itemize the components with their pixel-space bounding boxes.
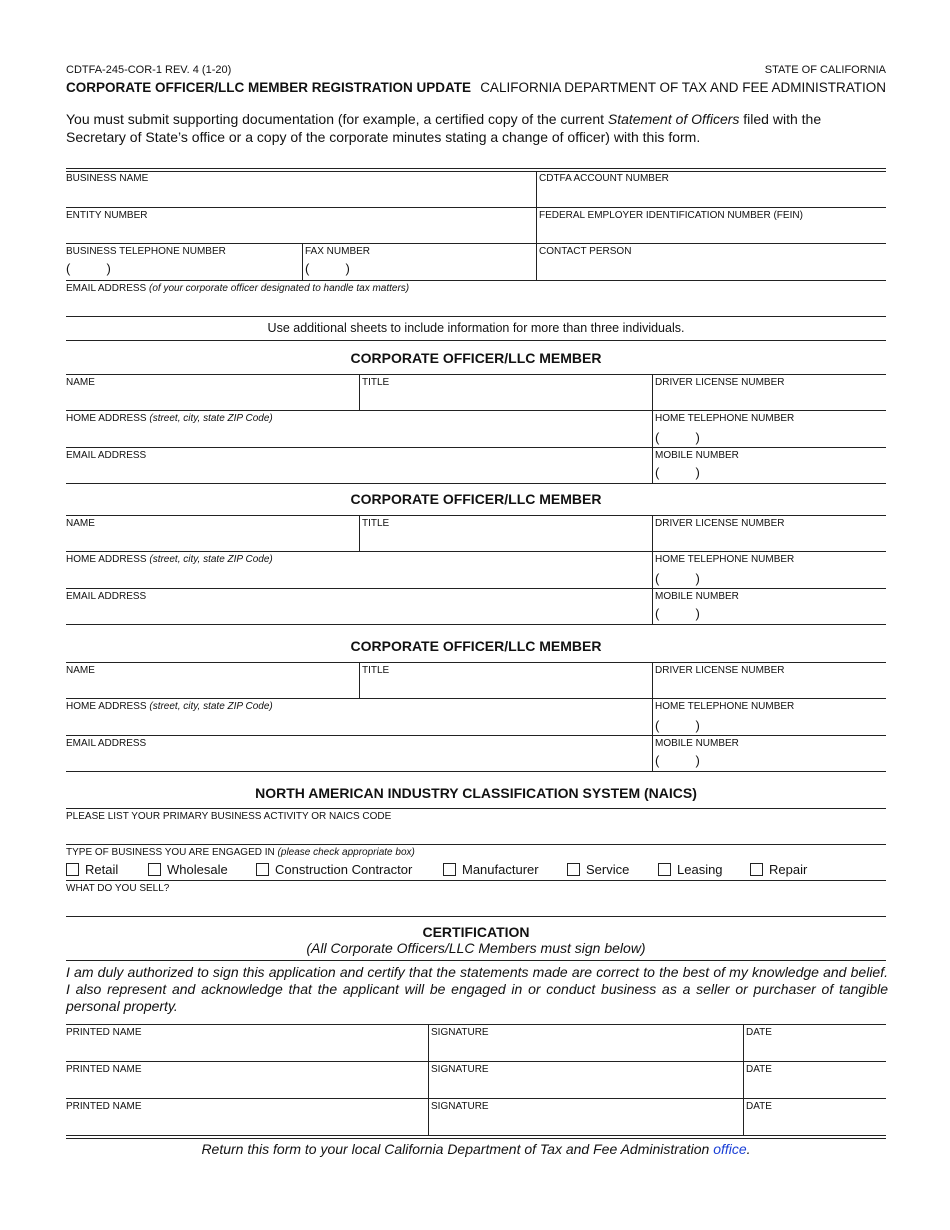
field-label: PRINTED NAME <box>66 1064 142 1075</box>
state-label: STATE OF CALIFORNIA <box>764 64 886 76</box>
officer-2-mobile-field[interactable] <box>653 589 886 624</box>
field-label: HOME ADDRESS (street, city, state ZIP Code) <box>66 701 273 712</box>
divider <box>66 1135 886 1136</box>
field-label: HOME ADDRESS (street, city, state ZIP Code) <box>66 554 273 565</box>
checkbox-box[interactable] <box>658 863 671 876</box>
officer-1-email-field[interactable] <box>66 448 652 483</box>
field-label: MOBILE NUMBER <box>655 450 739 461</box>
field-label: EMAIL ADDRESS <box>66 450 147 461</box>
field-label: TITLE <box>362 377 390 388</box>
entity-number-field[interactable] <box>66 208 536 243</box>
checkbox-construction-contractor[interactable] <box>256 862 412 877</box>
divider <box>428 1024 429 1061</box>
divider <box>536 171 537 280</box>
officer-2-home-address-field[interactable] <box>66 552 652 588</box>
footer-note: Return this form to your local California Department of Tax and Fee Administration office. <box>201 1141 751 1157</box>
field-label: NAME <box>66 377 95 388</box>
divider <box>66 624 886 625</box>
divider <box>428 1061 429 1098</box>
officer-2-driver-license-field[interactable] <box>653 516 886 551</box>
field-label: PRINTED NAME <box>66 1027 142 1038</box>
field-label: SIGNATURE <box>431 1101 489 1112</box>
checkbox-box[interactable] <box>66 863 79 876</box>
business-telephone-field[interactable] <box>66 244 302 280</box>
checkbox-service[interactable] <box>567 862 629 877</box>
phone-parens: ( ) <box>655 571 700 586</box>
certification-subtitle: (All Corporate Officers/LLC Members must sign below) <box>306 940 646 956</box>
what-do-you-sell-field[interactable] <box>66 881 886 916</box>
field-label: NAME <box>66 665 95 676</box>
naics-title: NORTH AMERICAN INDUSTRY CLASSIFICATION SYSTEM (NAICS) <box>255 785 697 801</box>
additional-sheets-note: Use additional sheets to include information for more than three individuals. <box>267 321 685 335</box>
field-label: BUSINESS TELEPHONE NUMBER <box>66 246 226 257</box>
field-label: MOBILE NUMBER <box>655 591 739 602</box>
field-label: HOME TELEPHONE NUMBER <box>655 554 795 565</box>
divider <box>66 483 886 484</box>
field-label: DATE <box>746 1101 772 1112</box>
printed-name-field-3[interactable] <box>66 1099 428 1135</box>
printed-name-field-2[interactable] <box>66 1062 428 1098</box>
divider <box>743 1098 744 1135</box>
checkbox-manufacturer[interactable] <box>443 862 539 877</box>
form-page <box>66 0 886 1230</box>
divider <box>302 244 303 280</box>
officer-3-name-field[interactable] <box>66 663 359 698</box>
field-label: PRINTED NAME <box>66 1101 142 1112</box>
checkbox-label: Service <box>586 862 630 877</box>
field-label: DRIVER LICENSE NUMBER <box>655 377 785 388</box>
checkbox-box[interactable] <box>443 863 456 876</box>
agency-name: CALIFORNIA DEPARTMENT OF TAX AND FEE ADMINISTRATION <box>480 80 886 95</box>
checkbox-box[interactable] <box>256 863 269 876</box>
signature-field-3[interactable] <box>429 1099 743 1135</box>
field-label: DRIVER LICENSE NUMBER <box>655 665 785 676</box>
phone-parens: ( ) <box>305 261 350 276</box>
contact-person-field[interactable] <box>537 244 886 280</box>
officer-3-home-phone-field[interactable] <box>653 699 886 735</box>
officer-1-home-address-field[interactable] <box>66 411 652 447</box>
field-label: HOME ADDRESS (street, city, state ZIP Code) <box>66 413 273 424</box>
divider <box>66 960 886 961</box>
form-id: CDTFA-245-COR-1 REV. 4 (1-20) <box>66 64 232 76</box>
field-label: HOME TELEPHONE NUMBER <box>655 701 795 712</box>
officer-section-title-3: CORPORATE OFFICER/LLC MEMBER <box>350 638 602 654</box>
fein-field[interactable] <box>537 208 886 243</box>
field-label: FAX NUMBER <box>305 246 371 257</box>
phone-parens: ( ) <box>655 465 700 480</box>
divider <box>359 515 360 551</box>
divider <box>66 1138 886 1139</box>
field-label: WHAT DO YOU SELL? <box>66 883 170 894</box>
field-label: SIGNATURE <box>431 1027 489 1038</box>
divider <box>66 771 886 772</box>
officer-1-title-field[interactable] <box>360 375 652 410</box>
officer-3-email-field[interactable] <box>66 736 652 771</box>
field-label: MOBILE NUMBER <box>655 738 739 749</box>
divider <box>66 916 886 917</box>
phone-parens: ( ) <box>655 718 700 733</box>
field-label: TITLE <box>362 518 390 529</box>
officer-1-name-field[interactable] <box>66 375 359 410</box>
checkbox-label: Manufacturer <box>462 862 539 877</box>
field-label: EMAIL ADDRESS <box>66 591 147 602</box>
date-field-2[interactable] <box>744 1062 886 1098</box>
primary-activity-field[interactable] <box>66 809 886 844</box>
field-label: HOME TELEPHONE NUMBER <box>655 413 795 424</box>
officer-3-driver-license-field[interactable] <box>653 663 886 698</box>
field-label: EMAIL ADDRESS (of your corporate officer designated to handle tax matters) <box>66 283 410 294</box>
divider <box>652 662 653 771</box>
divider <box>359 662 360 698</box>
divider <box>743 1061 744 1098</box>
phone-parens: ( ) <box>66 261 111 276</box>
checkbox-box[interactable] <box>567 863 580 876</box>
field-label: DRIVER LICENSE NUMBER <box>655 518 785 529</box>
field-label: NAME <box>66 518 95 529</box>
officer-1-home-phone-field[interactable] <box>653 411 886 447</box>
divider <box>743 1024 744 1061</box>
officer-1-driver-license-field[interactable] <box>653 375 886 410</box>
printed-name-field-1[interactable] <box>66 1025 428 1061</box>
checkbox-box[interactable] <box>750 863 763 876</box>
business-name-field[interactable] <box>66 171 536 207</box>
field-label: ENTITY NUMBER <box>66 210 148 221</box>
phone-parens: ( ) <box>655 430 700 445</box>
divider <box>66 340 886 341</box>
checkbox-label: Repair <box>769 862 808 877</box>
office-link[interactable]: office <box>713 1141 747 1157</box>
divider <box>652 515 653 624</box>
officer-section-title-2: CORPORATE OFFICER/LLC MEMBER <box>350 491 602 507</box>
field-label: TYPE OF BUSINESS YOU ARE ENGAGED IN (please check appropriate box) <box>66 847 415 858</box>
divider <box>428 1098 429 1135</box>
fax-number-field[interactable] <box>303 244 536 280</box>
field-label: CDTFA ACCOUNT NUMBER <box>539 173 669 184</box>
checkbox-label: Wholesale <box>167 862 228 877</box>
field-label: EMAIL ADDRESS <box>66 738 147 749</box>
field-label: TITLE <box>362 665 390 676</box>
divider <box>66 168 886 169</box>
signature-field-1[interactable] <box>429 1025 743 1061</box>
checkbox-label: Construction Contractor <box>275 862 413 877</box>
intro-text: You must submit supporting documentation (for example, a certified copy of the current Statement of Officers filed with the Secretary of State’s office or a copy of the corporate minutes stating a change of officer) with this form. <box>66 111 822 145</box>
officer-3-mobile-field[interactable] <box>653 736 886 771</box>
certification-title: CERTIFICATION <box>422 924 530 940</box>
officer-1-mobile-field[interactable] <box>653 448 886 483</box>
phone-parens: ( ) <box>655 753 700 768</box>
email-address-field[interactable] <box>66 281 886 316</box>
divider <box>359 374 360 410</box>
date-field-3[interactable] <box>744 1099 886 1135</box>
checkbox-box[interactable] <box>148 863 161 876</box>
phone-parens: ( ) <box>655 606 700 621</box>
checkbox-leasing[interactable] <box>658 862 723 877</box>
field-label: FEDERAL EMPLOYER IDENTIFICATION NUMBER (FEIN) <box>539 210 803 221</box>
checkbox-wholesale[interactable] <box>148 862 228 877</box>
officer-2-title-field[interactable] <box>360 516 652 551</box>
signature-field-2[interactable] <box>429 1062 743 1098</box>
field-label: PLEASE LIST YOUR PRIMARY BUSINESS ACTIVITY OR NAICS CODE <box>66 811 392 822</box>
officer-section-title-1: CORPORATE OFFICER/LLC MEMBER <box>350 350 602 366</box>
checkbox-label: Retail <box>85 862 119 877</box>
checkbox-label: Leasing <box>677 862 723 877</box>
divider <box>652 374 653 483</box>
divider <box>66 316 886 317</box>
officer-2-name-field[interactable] <box>66 516 359 551</box>
checkbox-repair[interactable] <box>750 862 807 877</box>
form-title: CORPORATE OFFICER/LLC MEMBER REGISTRATION UPDATE <box>66 80 471 95</box>
officer-2-home-phone-field[interactable] <box>653 552 886 588</box>
certification-statement: I am duly authorized to sign this application and certify that the statements made are correct to the best of my knowledge and belief. I also represent and acknowledge that the applicant will be engaged in or conduct business as a seller or purchaser of tangible personal property. <box>66 964 888 1014</box>
checkbox-retail[interactable] <box>66 862 118 877</box>
field-label: SIGNATURE <box>431 1064 489 1075</box>
date-field-1[interactable] <box>744 1025 886 1061</box>
field-label: CONTACT PERSON <box>539 246 632 257</box>
officer-2-email-field[interactable] <box>66 589 652 624</box>
officer-3-title-field[interactable] <box>360 663 652 698</box>
cdtfa-account-field[interactable] <box>537 171 886 207</box>
field-label: DATE <box>746 1064 772 1075</box>
field-label: DATE <box>746 1027 772 1038</box>
field-label: BUSINESS NAME <box>66 173 149 184</box>
officer-3-home-address-field[interactable] <box>66 699 652 735</box>
